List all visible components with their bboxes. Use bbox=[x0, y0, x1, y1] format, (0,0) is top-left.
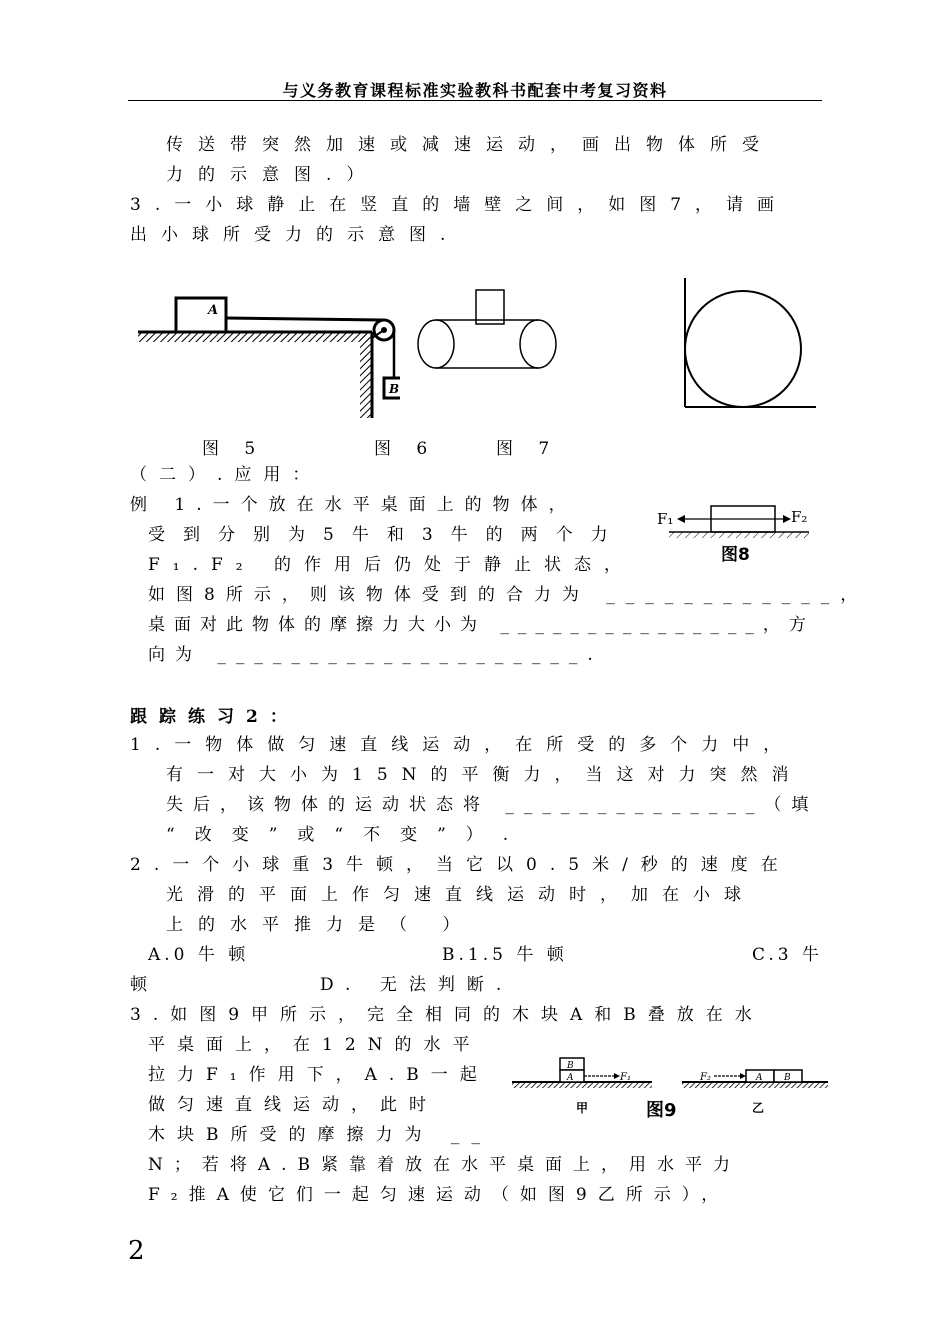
text-line: 拉力F₁作用下，A.B一起 bbox=[148, 1065, 489, 1085]
figure-7-ball-diagram bbox=[680, 276, 820, 412]
text-line: 力的示意图.） bbox=[166, 165, 379, 185]
block-a-label: A bbox=[208, 303, 219, 318]
f2-label: F₂ bbox=[791, 508, 808, 526]
label-yi: 乙 bbox=[752, 1101, 765, 1115]
svg-text:B: B bbox=[567, 1061, 574, 1071]
svg-text:B: B bbox=[784, 1073, 791, 1083]
text-line: 2.一个小球重3牛顿，当它以0.5米/秒的速度在 bbox=[130, 855, 791, 875]
option-c: C.3 牛 bbox=[752, 945, 824, 965]
header-rule bbox=[128, 100, 822, 101]
text-line: N；若将A.B紧靠着放在水平桌面上，用水平力 bbox=[148, 1155, 742, 1175]
text-line: 传送带突然加速或减速运动，画出物体所受 bbox=[166, 135, 774, 155]
svg-text:F₂: F₂ bbox=[700, 1072, 711, 1083]
text-line: 有一对大小为15N的平衡力，当这对力突然消 bbox=[166, 765, 803, 785]
text-line: 平桌面上，在12N的水平 bbox=[148, 1035, 482, 1055]
text-line: 1.一物体做匀速直线运动，在所受的多个力中， bbox=[130, 735, 795, 755]
svg-text:F₁: F₁ bbox=[620, 1072, 631, 1083]
text-line: 光滑的平面上作匀速直线运动时，加在小球 bbox=[166, 885, 755, 905]
text-line: 上的水平推力是（ ） bbox=[166, 915, 475, 935]
table-leg bbox=[360, 332, 372, 418]
option-a: A.0 牛 顿 bbox=[148, 945, 250, 965]
page-number: 2 bbox=[128, 1236, 145, 1266]
figure-6-cylinder-diagram bbox=[412, 286, 562, 376]
figure-6-caption: 图 6 bbox=[374, 439, 438, 459]
string bbox=[226, 318, 384, 320]
block-a bbox=[176, 298, 226, 332]
option-c-continued: 顿 bbox=[130, 975, 151, 995]
text-line: “改变”或“不变”）. bbox=[166, 825, 529, 845]
page-header: 与义务教育课程标准实验教科书配套中考复习资料 bbox=[282, 81, 668, 100]
figure-9-caption: 图9 bbox=[646, 1100, 677, 1121]
ball bbox=[685, 291, 801, 407]
option-b: B.1.5 牛 顿 bbox=[442, 945, 568, 965]
figure-5-caption: 图 5 bbox=[202, 439, 266, 459]
figure-9-blocks-diagram bbox=[510, 1052, 830, 1124]
text-line: F₁.F₂ 的作用后仍处于静止状态， bbox=[148, 555, 635, 575]
text-line: F₂推A使它们一起匀速运动（如图9乙所示）， bbox=[148, 1185, 730, 1205]
track-heading: 跟踪练习2： bbox=[130, 707, 299, 727]
text-line: 失后，该物体的运动状态将 ______________（填 bbox=[166, 795, 819, 815]
option-d: D. 无法判断. bbox=[320, 975, 514, 995]
figure-5-pulley-diagram bbox=[136, 288, 400, 422]
svg-text:A: A bbox=[567, 1073, 574, 1083]
label-jia: 甲 bbox=[576, 1101, 589, 1115]
svg-text:A: A bbox=[756, 1073, 763, 1083]
text-line: 例 1.一个放在水平桌面上的物体， bbox=[130, 495, 577, 515]
weight-label: B bbox=[389, 382, 400, 396]
box-on-cylinder bbox=[476, 290, 504, 324]
text-line: 桌面对此物体的摩擦力大小为 _______________，方 bbox=[148, 615, 815, 635]
text-line: 3.一小球静止在竖直的墙壁之间，如图7，请画 bbox=[130, 195, 789, 215]
text-line: 向为 ____________________. bbox=[148, 645, 603, 665]
text-line: 受到分别为5牛和3牛的两个力 bbox=[148, 525, 626, 545]
figure-8-caption: 图8 bbox=[721, 545, 750, 565]
figure-7-caption: 图 7 bbox=[496, 439, 560, 459]
f1-label: F₁ bbox=[657, 510, 674, 528]
figure-8-forces-diagram bbox=[655, 500, 815, 568]
text-line: 出小球所受力的示意图. bbox=[130, 225, 460, 245]
section-heading: （二）.应用： bbox=[130, 465, 322, 485]
text-line: 木块B所受的摩擦力为 __ bbox=[148, 1125, 492, 1145]
text-line: 做匀速直线运动，此时 bbox=[148, 1095, 438, 1115]
text-line: 如图8所示，则该物体受到的合力为 ____________， bbox=[148, 585, 869, 605]
text-line: 3.如图9甲所示，完全相同的木块A和B叠放在水 bbox=[130, 1005, 764, 1025]
